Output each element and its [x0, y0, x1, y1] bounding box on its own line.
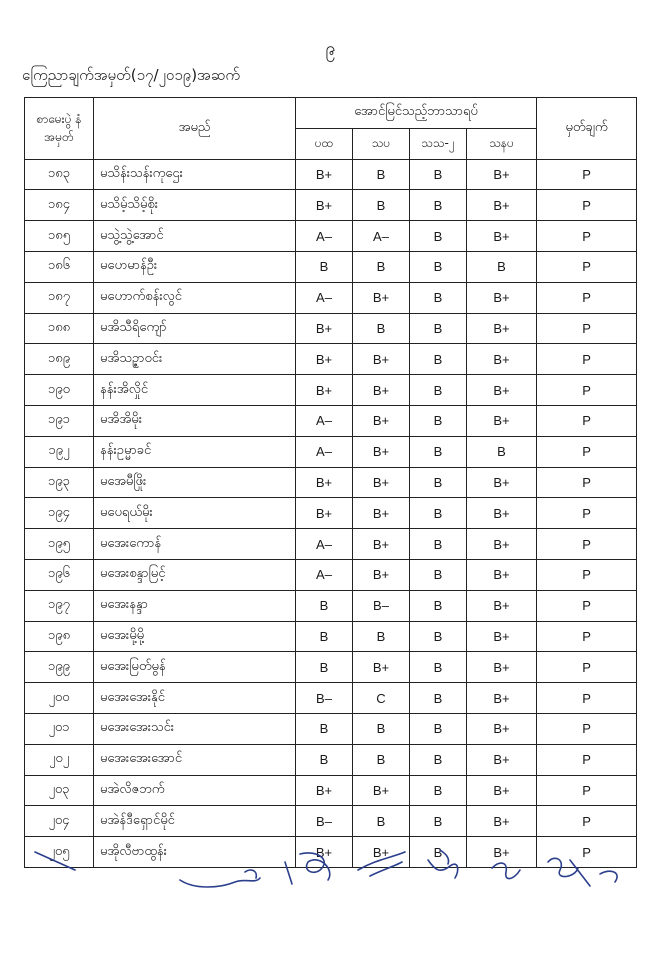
grade-cell: B	[296, 621, 353, 652]
grade-cell: B	[353, 806, 410, 837]
grade-cell: B+	[353, 559, 410, 590]
grade-cell: B+	[467, 590, 537, 621]
grade-cell: B+	[353, 375, 410, 406]
header-row-1	[25, 98, 637, 129]
student-name-cell: မသိန်းသန်းကုဌေး	[94, 159, 296, 190]
signature-mark	[35, 852, 75, 870]
grade-cell: B	[410, 806, 467, 837]
grade-cell: A–	[296, 221, 353, 252]
grade-cell: B+	[467, 775, 537, 806]
roll-number-cell: ၁၈၇	[25, 282, 94, 313]
remark-cell: P	[537, 159, 637, 190]
student-name-cell: မသိမ့်သိမ့်စိုး	[94, 190, 296, 221]
roll-number-cell: ၁၈၈	[25, 313, 94, 344]
remark-cell: P	[537, 498, 637, 529]
student-name-cell: မဟေမာန်ဦး	[94, 251, 296, 282]
grade-cell: B	[467, 436, 537, 467]
roll-number-cell: ၂၀၁	[25, 713, 94, 744]
grade-cell: B	[296, 713, 353, 744]
remark-cell: P	[537, 590, 637, 621]
grade-cell: B	[296, 590, 353, 621]
remark-cell: P	[537, 436, 637, 467]
grade-cell: B	[410, 652, 467, 683]
grade-cell: B+	[353, 467, 410, 498]
grade-cell: B+	[467, 837, 537, 868]
roll-number-cell: ၁၉၁	[25, 405, 94, 436]
student-name-cell: မအေးမို့မို့	[94, 621, 296, 652]
grade-cell: A–	[296, 529, 353, 560]
table-row	[25, 652, 637, 683]
grade-cell: B+	[467, 806, 537, 837]
table-row	[25, 467, 637, 498]
roll-number-cell: ၁၈၆	[25, 251, 94, 282]
remark-cell: P	[537, 775, 637, 806]
grade-cell: B+	[467, 529, 537, 560]
student-name-cell: မအိသဉ္ဇာဝင်း	[94, 344, 296, 375]
remark-cell: P	[537, 744, 637, 775]
grade-cell: B	[410, 251, 467, 282]
roll-number-cell: ၁၉၅	[25, 529, 94, 560]
student-name-cell: မအေးမြတ်မွန်	[94, 652, 296, 683]
remark-cell: P	[537, 559, 637, 590]
grade-cell: B+	[353, 344, 410, 375]
subject-header: သနပ	[467, 128, 537, 159]
roll-number-cell: ၂၀၃	[25, 775, 94, 806]
table-row	[25, 713, 637, 744]
roll-number-cell: ၁၉၂	[25, 436, 94, 467]
table-row	[25, 436, 637, 467]
remark-cell: P	[537, 713, 637, 744]
grade-cell: B	[296, 744, 353, 775]
grade-cell: B	[410, 221, 467, 252]
remark-cell: P	[537, 405, 637, 436]
remark-cell: P	[537, 621, 637, 652]
roll-no-header: စာမေးပွဲ နံအမှတ်	[25, 98, 94, 160]
grade-cell: B	[353, 621, 410, 652]
grade-cell: B–	[353, 590, 410, 621]
grade-cell: A–	[296, 436, 353, 467]
signature-mark	[492, 863, 520, 879]
table-row	[25, 221, 637, 252]
student-name-cell: မအဲန်ဒီရှောင်မိုင်	[94, 806, 296, 837]
student-name-cell: မအိအိမိုး	[94, 405, 296, 436]
remark-cell: P	[537, 313, 637, 344]
signature-mark	[180, 870, 260, 887]
grade-cell: A–	[353, 221, 410, 252]
grade-cell: B	[410, 621, 467, 652]
grade-cell: B	[410, 559, 467, 590]
student-name-cell: မအေမီဖြိုး	[94, 467, 296, 498]
roll-number-cell: ၁၉၃	[25, 467, 94, 498]
remark-cell: P	[537, 683, 637, 714]
grade-cell: B	[410, 683, 467, 714]
grade-cell: B	[410, 498, 467, 529]
student-name-cell: မဟောက်စန်းလွင်	[94, 282, 296, 313]
student-name-cell: မသွဲ့သွဲ့အောင်	[94, 221, 296, 252]
grade-cell: B+	[296, 775, 353, 806]
grade-cell: B+	[296, 837, 353, 868]
roll-number-cell: ၁၉၇	[25, 590, 94, 621]
roll-number-cell: ၁၈၃	[25, 159, 94, 190]
grade-cell: B	[410, 405, 467, 436]
table-row	[25, 159, 637, 190]
grade-cell: B	[296, 652, 353, 683]
grade-cell: B+	[353, 436, 410, 467]
grade-cell: B	[410, 775, 467, 806]
roll-number-cell: ၂၀၅	[25, 837, 94, 868]
grade-cell: B+	[296, 190, 353, 221]
grade-cell: B	[410, 190, 467, 221]
grade-cell: B+	[467, 375, 537, 406]
roll-number-cell: ၁၉၀	[25, 375, 94, 406]
student-name-cell: မအေးအေးအောင်	[94, 744, 296, 775]
subjects-group-header: အောင်မြင်သည့်ဘာသာရပ်	[296, 98, 537, 129]
grade-cell: B+	[467, 313, 537, 344]
student-name-cell: မပေရယ်မိုး	[94, 498, 296, 529]
signature-mark	[358, 852, 405, 876]
remark-cell: P	[537, 375, 637, 406]
signatures	[30, 840, 630, 950]
name-header: အမည်	[94, 98, 296, 160]
table-row	[25, 621, 637, 652]
grade-cell: B+	[353, 498, 410, 529]
grade-cell: B+	[353, 405, 410, 436]
grade-cell: B	[410, 529, 467, 560]
grade-cell: B+	[353, 529, 410, 560]
grade-cell: B+	[467, 713, 537, 744]
student-name-cell: မအဲလိဇဘက်	[94, 775, 296, 806]
table-row	[25, 344, 637, 375]
remark-cell: P	[537, 282, 637, 313]
table-row	[25, 405, 637, 436]
grade-cell: B	[353, 313, 410, 344]
grade-cell: B+	[353, 775, 410, 806]
grade-cell: B	[410, 313, 467, 344]
grade-cell: B+	[296, 467, 353, 498]
results-table	[24, 97, 637, 868]
student-name-cell: မအေးနန္ဒာ	[94, 590, 296, 621]
table-row	[25, 590, 637, 621]
grade-cell: B+	[467, 405, 537, 436]
grade-cell: B+	[353, 652, 410, 683]
student-name-cell: မအိုလီဗာထွန်း	[94, 837, 296, 868]
grade-cell: B	[410, 467, 467, 498]
grade-cell: B	[410, 344, 467, 375]
grade-cell: B+	[467, 498, 537, 529]
remark-cell: P	[537, 837, 637, 868]
table-row	[25, 559, 637, 590]
subject-header: သသ-၂	[410, 128, 467, 159]
grade-cell: B	[353, 159, 410, 190]
roll-number-cell: ၂၀၄	[25, 806, 94, 837]
table-row	[25, 375, 637, 406]
signature-mark	[428, 850, 458, 878]
grade-cell: C	[353, 683, 410, 714]
grade-cell: B	[410, 744, 467, 775]
grade-cell: B	[410, 713, 467, 744]
grade-cell: B	[410, 282, 467, 313]
roll-number-cell: ၁၉၆	[25, 559, 94, 590]
page-number: ၉	[325, 38, 336, 59]
roll-number-cell: ၁၉၄	[25, 498, 94, 529]
roll-number-cell: ၁၈၅	[25, 221, 94, 252]
remark-cell: P	[537, 344, 637, 375]
table-row	[25, 251, 637, 282]
grade-cell: B+	[467, 621, 537, 652]
student-name-cell: မအေးကောန်	[94, 529, 296, 560]
remarks-header: မှတ်ချက်	[537, 98, 637, 160]
grade-cell: B+	[467, 159, 537, 190]
grade-cell: B	[410, 159, 467, 190]
table-row	[25, 683, 637, 714]
remark-cell: P	[537, 190, 637, 221]
table-row	[25, 313, 637, 344]
grade-cell: B+	[296, 313, 353, 344]
student-name-cell: မအိသီရိကျော်	[94, 313, 296, 344]
grade-cell: B+	[467, 344, 537, 375]
table-row	[25, 529, 637, 560]
remark-cell: P	[537, 652, 637, 683]
grade-cell: B+	[467, 559, 537, 590]
grade-cell: B+	[467, 683, 537, 714]
student-name-cell: မအေးအေးနိုင်	[94, 683, 296, 714]
signature-mark	[600, 871, 617, 882]
subject-header: ပထ	[296, 128, 353, 159]
grade-cell: B	[296, 251, 353, 282]
table-row	[25, 744, 637, 775]
grade-cell: B	[410, 590, 467, 621]
table-row	[25, 775, 637, 806]
remark-cell: P	[537, 251, 637, 282]
roll-number-cell: ၂၀၂	[25, 744, 94, 775]
remark-cell: P	[537, 221, 637, 252]
roll-number-cell: ၁၈၉	[25, 344, 94, 375]
grade-cell: B+	[296, 375, 353, 406]
grade-cell: B–	[296, 806, 353, 837]
grade-cell: B	[353, 251, 410, 282]
roll-number-cell: ၁၉၉	[25, 652, 94, 683]
remark-cell: P	[537, 467, 637, 498]
roll-number-cell: ၁၈၄	[25, 190, 94, 221]
grade-cell: A–	[296, 405, 353, 436]
grade-cell: A–	[296, 559, 353, 590]
grade-cell: B–	[296, 683, 353, 714]
grade-cell: B+	[467, 282, 537, 313]
table-row	[25, 190, 637, 221]
signature-mark	[285, 853, 330, 884]
signature-mark	[548, 858, 590, 886]
table-row	[25, 282, 637, 313]
roll-number-cell: ၂၀၀	[25, 683, 94, 714]
student-name-cell: နန်းဥမ္မာခင်	[94, 436, 296, 467]
grade-cell: B+	[296, 344, 353, 375]
grade-cell: B	[410, 436, 467, 467]
grade-cell: B	[353, 744, 410, 775]
grade-cell: B	[353, 713, 410, 744]
grade-cell: B	[353, 190, 410, 221]
grade-cell: B	[410, 837, 467, 868]
announcement-caption: ကြေညာချက်အမှတ်(၁၇/၂၀၁၉)အဆက်	[22, 66, 240, 84]
student-name-cell: မအေးစန္ဒာမြင့်	[94, 559, 296, 590]
roll-number-cell: ၁၉၈	[25, 621, 94, 652]
student-name-cell: မအေးအေးသင်း	[94, 713, 296, 744]
grade-cell: B	[410, 375, 467, 406]
grade-cell: B+	[353, 282, 410, 313]
grade-cell: B+	[353, 837, 410, 868]
grade-cell: B+	[296, 498, 353, 529]
table-row	[25, 806, 637, 837]
grade-cell: B+	[467, 190, 537, 221]
grade-cell: B+	[296, 159, 353, 190]
grade-cell: B+	[467, 221, 537, 252]
grade-cell: B+	[467, 467, 537, 498]
table-row	[25, 498, 637, 529]
grade-cell: B	[467, 251, 537, 282]
grade-cell: B+	[467, 744, 537, 775]
student-name-cell: နန်းအိလှိုင်	[94, 375, 296, 406]
grade-cell: B+	[467, 652, 537, 683]
subject-header: သပ	[353, 128, 410, 159]
remark-cell: P	[537, 529, 637, 560]
remark-cell: P	[537, 806, 637, 837]
grade-cell: A–	[296, 282, 353, 313]
